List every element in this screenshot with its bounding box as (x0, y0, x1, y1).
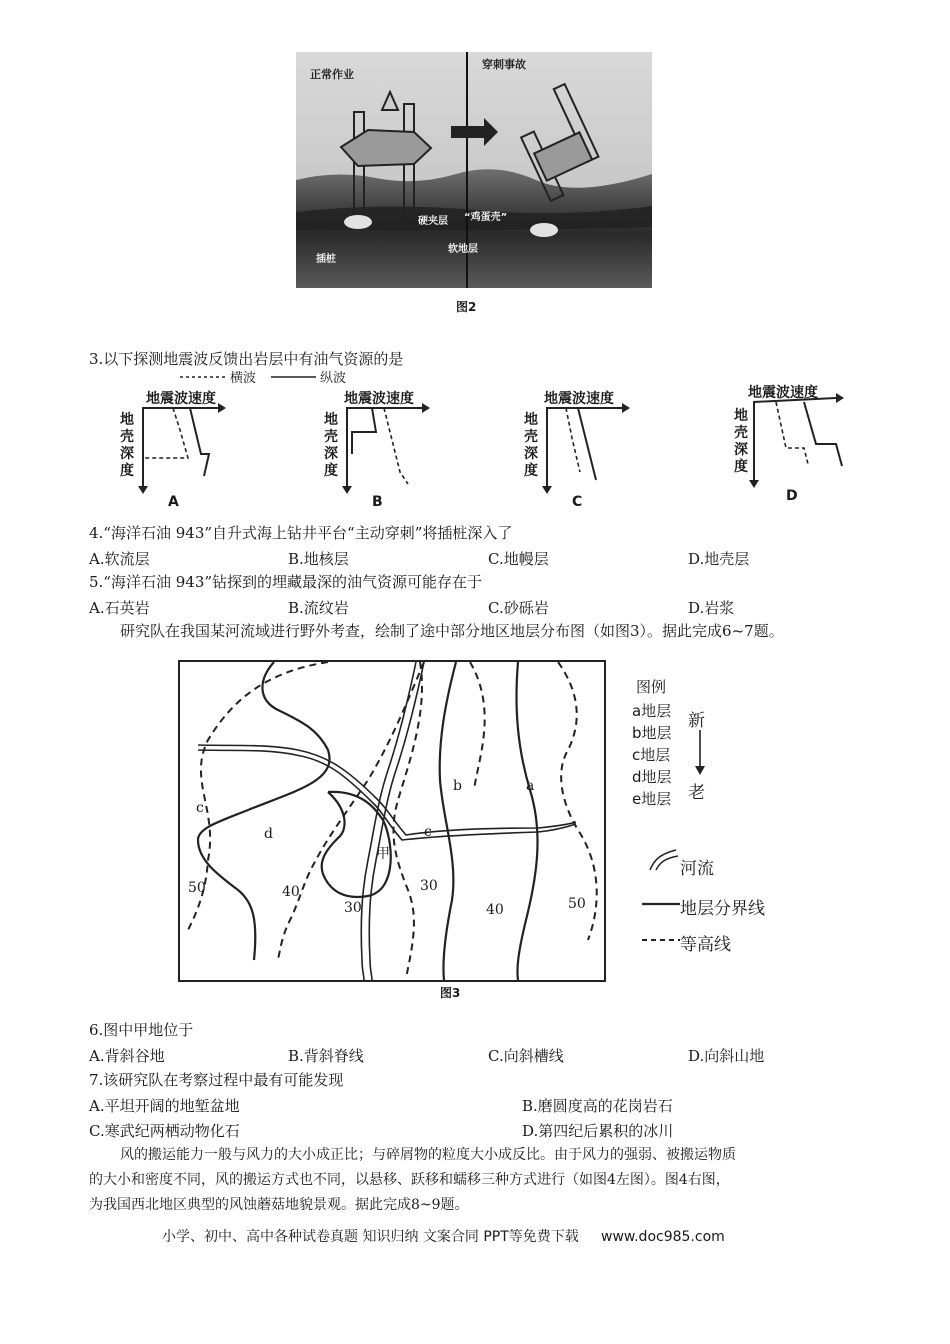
question-4: 4.“海洋石油 943”自升式海上钻井平台“主动穿刺”将插桩深入了 (89, 524, 513, 542)
figure-3-map (178, 660, 606, 982)
q5-option-b[interactable]: B.流纹岩 (288, 599, 349, 617)
q7-option-d[interactable]: D.第四纪后累积的冰川 (522, 1122, 674, 1140)
graph-b-depth-axis: 地壳深度 (324, 412, 338, 479)
graph-c-speed-axis: 地震波速度 (544, 391, 614, 407)
q5-option-d[interactable]: D.岩浆 (688, 599, 735, 617)
graph-b-speed-axis: 地震波速度 (344, 391, 414, 407)
contour-value-30-left: 30 (344, 900, 362, 916)
q4-option-b[interactable]: B.地核层 (288, 550, 349, 568)
q6-option-b[interactable]: B.背斜脊线 (288, 1047, 364, 1065)
intro-8-9-line-1: 风的搬运能力一般与风力的大小成正比；与碎屑物的粒度大小成反比。由于风力的强弱、被搬运物质 (120, 1147, 736, 1163)
contour-line-icon (642, 934, 682, 946)
graph-a (118, 388, 228, 512)
legend-stratum-c: c地层 (632, 746, 671, 764)
q6-option-d[interactable]: D.向斜山地 (688, 1047, 765, 1065)
q4-option-a[interactable]: A.软流层 (89, 550, 150, 568)
contour-value-50-right: 50 (568, 896, 586, 912)
intro-6-7: 研究队在我国某河流域进行野外考查，绘制了途中部分地区地层分布图（如图3）。据此完成6~7题。 (120, 622, 784, 640)
map-label-a: a (526, 778, 535, 794)
graph-d-depth-axis: 地壳深度 (734, 408, 748, 475)
q6-option-a[interactable]: A.背斜谷地 (89, 1047, 165, 1065)
question-3: 3.以下探测地震波反馈出岩层中有油气资源的是 (89, 350, 404, 368)
transverse-legend-label: 横波 (230, 371, 257, 386)
legend-stratum-a: a地层 (632, 702, 672, 720)
figure-3-legend (632, 676, 792, 966)
q7-option-c[interactable]: C.寒武纪两栖动物化石 (89, 1122, 240, 1140)
legend-stratum-b: b地层 (632, 724, 672, 742)
graph-b-label: B (372, 494, 383, 510)
intro-8-9-line-2: 的大小和密度不同，风的搬运方式也不同，以悬移、跃移和蠕移三种方式进行（如图4左图）。图4右图， (89, 1172, 730, 1188)
intro-8-9-line-3: 为我国西北地区典型的风蚀蘑菇地貌景观。据此完成8~9题。 (89, 1197, 469, 1213)
q5-option-a[interactable]: A.石英岩 (89, 599, 150, 617)
legend-stratum-e: e地层 (632, 790, 672, 808)
eggshell-label: “鸡蛋壳” (464, 212, 508, 223)
graph-c (522, 388, 632, 512)
map-label-d: d (264, 826, 273, 842)
q5-option-c[interactable]: C.砂砾岩 (488, 599, 549, 617)
river-icon (646, 846, 684, 872)
question-6: 6.图中甲地位于 (89, 1021, 194, 1039)
graph-c-depth-axis: 地壳深度 (524, 412, 538, 479)
figure-2 (296, 52, 652, 288)
legend-old-label: 老 (688, 783, 705, 803)
contour-value-40-left: 40 (282, 884, 300, 900)
q7-option-b[interactable]: B.磨圆度高的花岗岩石 (522, 1097, 673, 1115)
contour-value-30-right: 30 (420, 878, 438, 894)
q4-option-d[interactable]: D.地壳层 (688, 550, 750, 568)
boundary-line-icon (642, 898, 682, 910)
legend-title: 图例 (636, 678, 667, 696)
question-5: 5.“海洋石油 943”钻探到的埋藏最深的油气资源可能存在于 (89, 573, 483, 591)
hard-layer-label: 硬夹层 (418, 216, 448, 227)
graph-b (322, 388, 432, 512)
page-footer: 小学、初中、高中各种试卷真题 知识归纳 文案合同 PPT等免费下载 www.doc985.com (162, 1229, 725, 1245)
figure-3-caption: 图3 (440, 986, 461, 1000)
legend-river: 河流 (680, 859, 714, 879)
soft-layer-label: 软地层 (448, 244, 478, 255)
q4-option-c[interactable]: C.地幔层 (488, 550, 549, 568)
q7-option-a[interactable]: A.平坦开阔的地堑盆地 (89, 1097, 240, 1115)
map-label-b: b (453, 778, 462, 794)
graph-a-depth-axis: 地壳深度 (120, 412, 134, 479)
question-7: 7.该研究队在考察过程中最有可能发现 (89, 1071, 344, 1089)
map-label-c-mid: c (424, 824, 432, 840)
longitudinal-legend-label: 纵波 (320, 371, 347, 386)
contour-value-40-right: 40 (486, 902, 504, 918)
q6-option-c[interactable]: C.向斜槽线 (488, 1047, 564, 1065)
wave-legend (178, 366, 378, 386)
figure-2-caption: 图2 (456, 300, 477, 314)
drilling-illustration (296, 52, 652, 288)
graph-c-label: C (572, 494, 583, 510)
legend-new-label: 新 (688, 711, 705, 731)
pile-label: 插桩 (316, 254, 336, 265)
graph-d-label: D (786, 488, 798, 504)
legend-boundary: 地层分界线 (680, 899, 765, 919)
right-panel-title: 穿刺事故 (482, 58, 526, 71)
legend-contour: 等高线 (680, 935, 731, 955)
graph-d-speed-axis: 地震波速度 (748, 385, 818, 401)
graph-d (732, 378, 857, 504)
graph-a-speed-axis: 地震波速度 (146, 391, 216, 407)
left-panel-title: 正常作业 (310, 68, 354, 81)
map-label-jia: 甲 (376, 846, 390, 862)
legend-stratum-d: d地层 (632, 768, 672, 786)
graph-a-label: A (168, 494, 179, 510)
contour-value-50-left: 50 (188, 880, 206, 896)
map-label-c-left: c (196, 800, 204, 816)
down-arrow-icon (692, 730, 708, 776)
